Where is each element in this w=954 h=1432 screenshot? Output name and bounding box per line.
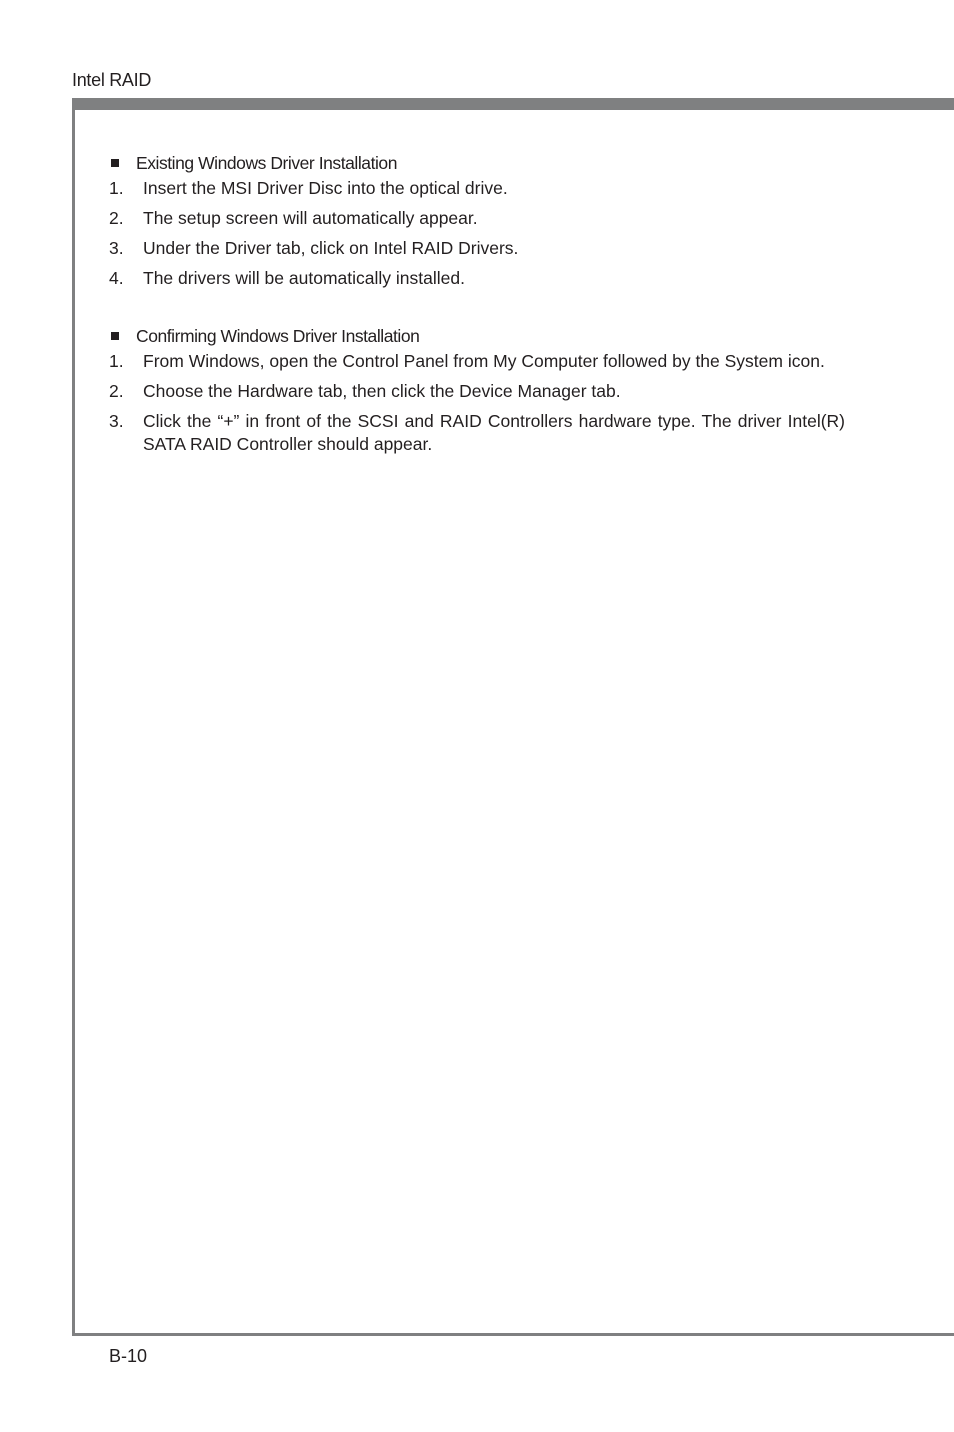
step-number: 2. xyxy=(109,208,124,228)
list-item xyxy=(109,207,845,230)
steps-list xyxy=(109,350,845,456)
section-existing-driver-installation xyxy=(109,152,845,297)
section-heading xyxy=(109,152,845,174)
step-number: 4. xyxy=(109,268,124,288)
square-bullet-icon xyxy=(111,159,119,167)
list-item xyxy=(109,350,845,373)
square-bullet-icon xyxy=(111,332,119,340)
step-text: From Windows, open the Control Panel from My Computer followed by the System icon. xyxy=(143,351,825,371)
section-confirming-driver-installation xyxy=(109,325,845,463)
steps-list xyxy=(109,177,845,290)
step-text: Click the “+” in front of the SCSI and RAID Controllers hardware type. The driver Intel(R) SATA RAID Controller should appear. xyxy=(143,411,845,454)
step-text: The drivers will be automatically installed. xyxy=(143,268,465,288)
list-item xyxy=(109,237,845,260)
step-number: 1. xyxy=(109,178,124,198)
list-item xyxy=(109,410,845,456)
list-item xyxy=(109,177,845,200)
bottom-rule xyxy=(72,1333,954,1336)
step-number: 3. xyxy=(109,411,124,431)
step-text: The setup screen will automatically appear. xyxy=(143,208,478,228)
left-margin-rule xyxy=(72,98,75,1336)
list-item xyxy=(109,380,845,403)
header-bar xyxy=(72,98,954,110)
step-text: Choose the Hardware tab, then click the Device Manager tab. xyxy=(143,381,621,401)
step-text: Insert the MSI Driver Disc into the optical drive. xyxy=(143,178,508,198)
page-header-title: Intel RAID xyxy=(72,70,152,90)
section-heading-text: Existing Windows Driver Installation xyxy=(136,153,397,173)
step-number: 2. xyxy=(109,381,124,401)
step-number: 1. xyxy=(109,351,124,371)
page-number: B-10 xyxy=(109,1346,148,1366)
step-number: 3. xyxy=(109,238,124,258)
section-heading xyxy=(109,325,845,347)
list-item xyxy=(109,267,845,290)
section-heading-text: Confirming Windows Driver Installation xyxy=(136,326,420,346)
step-text: Under the Driver tab, click on Intel RAID Drivers. xyxy=(143,238,519,258)
